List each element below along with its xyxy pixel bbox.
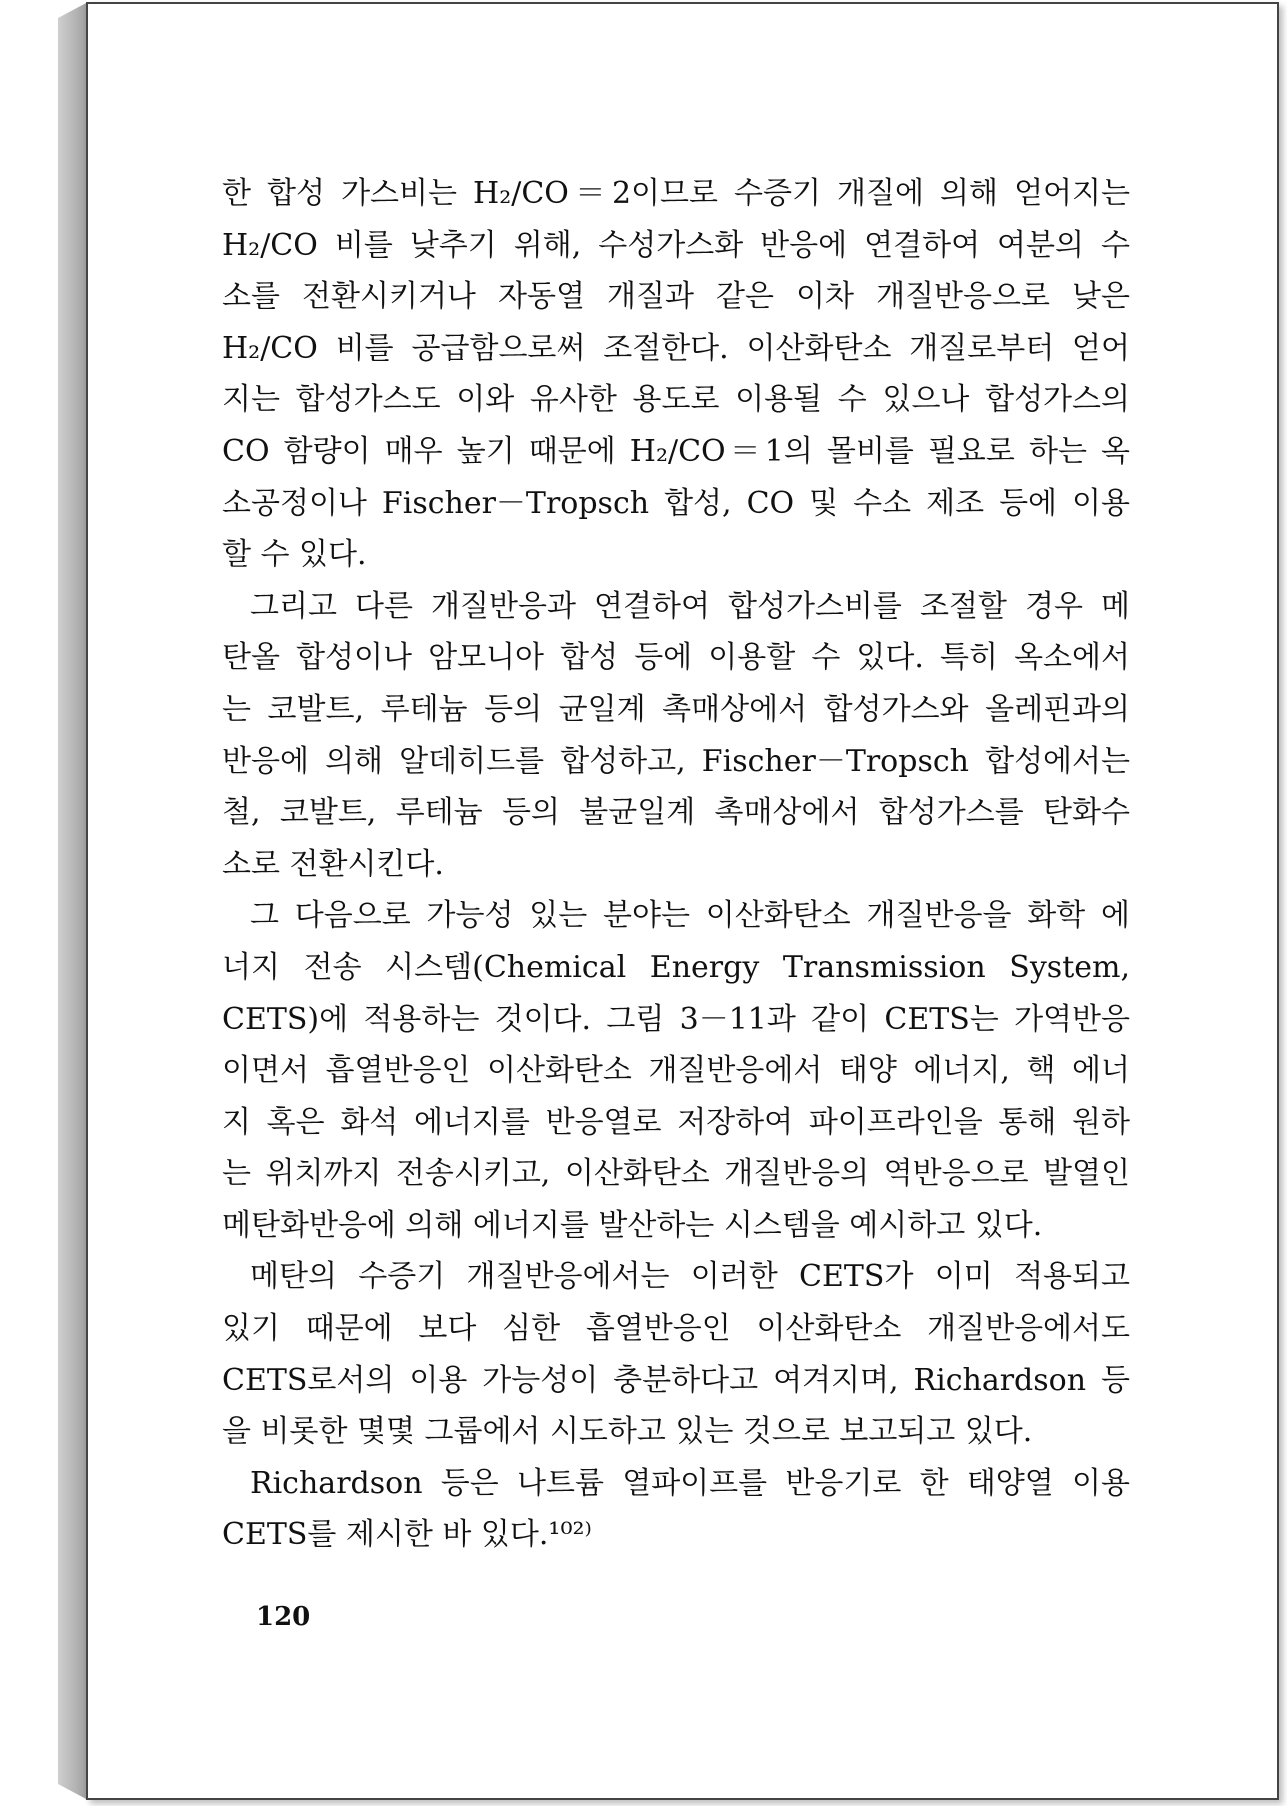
text-line: 는 위치까지 전송시키고, 이산화탄소 개질반응의 역반응으로 발열인 [222, 1156, 1130, 1192]
text-line: 소를 전환시키거나 자동열 개질과 같은 이차 개질반응으로 낮은 [222, 279, 1130, 315]
text-line: 너지 전송 시스템(Chemical Energy Transmission System, [222, 949, 1130, 985]
text-line: H₂/CO 비를 낮추기 위해, 수성가스화 반응에 연결하여 여분의 수 [222, 227, 1130, 263]
text-line: 는 코발트, 루테늄 등의 균일계 촉매상에서 합성가스와 올레핀과의 [222, 691, 1130, 727]
text-line: 메탄화반응에 의해 에너지를 발산하는 시스템을 예시하고 있다. [222, 1207, 1043, 1243]
text-line: CETS로서의 이용 가능성이 충분하다고 여겨지며, Richardson 등 [222, 1362, 1130, 1398]
text-line: CETS)에 적용하는 것이다. 그림 3－11과 같이 CETS는 가역반응 [222, 1001, 1130, 1037]
text-line: 소로 전환시킨다. [222, 846, 444, 882]
text-line: CO 함량이 매우 높기 때문에 H₂/CO＝1의 몰비를 필요로 하는 옥 [222, 433, 1130, 469]
text-line: 지는 합성가스도 이와 유사한 용도로 이용될 수 있으나 합성가스의 [222, 382, 1130, 418]
text-line: 한 합성 가스비는 H₂/CO＝2이므로 수증기 개질에 의해 얻어지는 [222, 176, 1130, 211]
text-line: 소공정이나 Fischer－Tropsch 합성, CO 및 수소 제조 등에 이용 [222, 485, 1130, 521]
text-line: 있기 때문에 보다 심한 흡열반응인 이산화탄소 개질반응에서도 [222, 1311, 1130, 1347]
text-line: 반응에 의해 알데히드를 합성하고, Fischer－Tropsch 합성에서는 [222, 743, 1130, 779]
page-number: 120 [256, 1602, 311, 1632]
paragraph [222, 890, 1130, 1251]
paragraph [222, 581, 1130, 891]
text-line: 그리고 다른 개질반응과 연결하여 합성가스비를 조절할 경우 메 [250, 588, 1130, 624]
text-line: 이면서 흡열반응인 이산화탄소 개질반응에서 태양 에너지, 핵 에너 [222, 1053, 1130, 1089]
book-spine [58, 2, 88, 1800]
text-line: 할 수 있다. [222, 537, 367, 573]
text-line: 탄올 합성이나 암모니아 합성 등에 이용할 수 있다. 특히 옥소에서 [222, 640, 1130, 676]
text-line: H₂/CO 비를 공급함으로써 조절한다. 이산화탄소 개질로부터 얻어 [222, 330, 1130, 366]
text-line: 지 혹은 화석 에너지를 반응열로 저장하여 파이프라인을 통해 원하 [222, 1104, 1130, 1140]
text-line: CETS를 제시한 바 있다.¹⁰²⁾ [222, 1517, 592, 1553]
text-line: 철, 코발트, 루테늄 등의 불균일계 촉매상에서 합성가스를 탄화수 [222, 795, 1130, 831]
paragraph [222, 1458, 1130, 1561]
text-line: 그 다음으로 가능성 있는 분야는 이산화탄소 개질반응을 화학 에 [250, 898, 1130, 934]
body-text [222, 168, 1130, 1561]
paragraph [222, 168, 1130, 581]
text-line: 을 비롯한 몇몇 그룹에서 시도하고 있는 것으로 보고되고 있다. [222, 1414, 1033, 1450]
paragraph [222, 1251, 1130, 1457]
text-line: 메탄의 수증기 개질반응에서는 이러한 CETS가 이미 적용되고 [250, 1259, 1130, 1295]
text-line: Richardson 등은 나트륨 열파이프를 반응기로 한 태양열 이용 [250, 1465, 1130, 1501]
